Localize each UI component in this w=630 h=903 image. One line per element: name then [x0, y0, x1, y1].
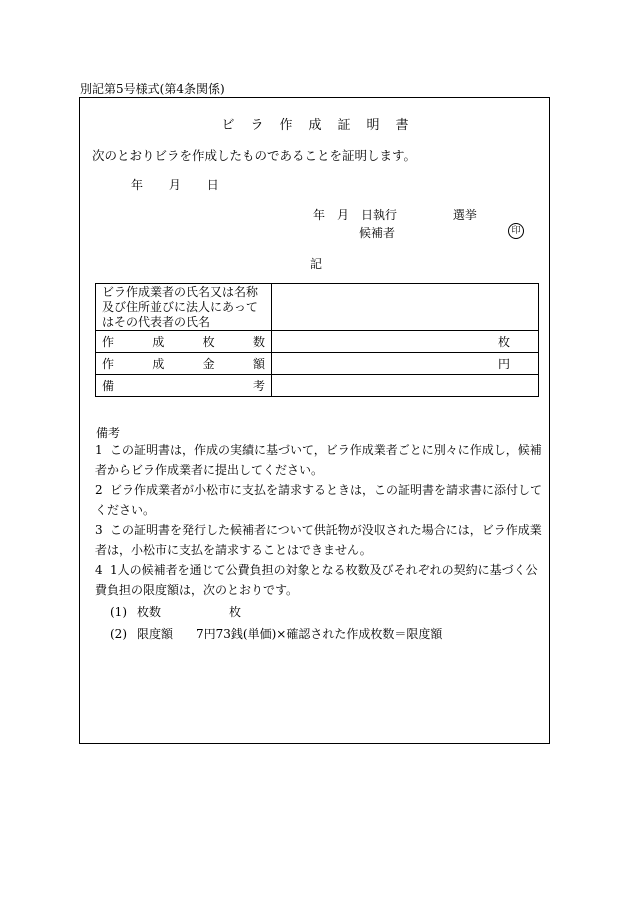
date-day: 日 [206, 178, 219, 192]
sub-item-value: 枚 [229, 605, 242, 619]
spread-label [102, 377, 265, 394]
sub-item-label: 限度額 [137, 627, 174, 641]
note-number: 4 [95, 563, 103, 577]
note-item [95, 520, 545, 560]
table-cell-label: ビラ作成業者の氏名又は名称及び住所並びに法人にあってはその代表者の氏名 [96, 284, 272, 331]
sub-item [110, 625, 442, 642]
label-char: 備 [102, 379, 115, 393]
spread-label [102, 333, 265, 350]
form-label: 別記第5号様式(第4条関係) [80, 82, 225, 96]
note-item [95, 560, 545, 600]
note-text: この証明書を発行した候補者について供託物が没収された場合には，ビラ作成業者は，小松市に支払を請求することはできません。 [95, 523, 542, 557]
sub-item [110, 603, 241, 620]
note-text: この証明書は，作成の実績に基づいて，ビラ作成業者ごとに別々に作成し，候補者からビラ作成業者に提出してください。 [95, 443, 542, 477]
table-cell-value [272, 284, 539, 331]
label-char: 額 [252, 357, 265, 371]
label-char: 成 [152, 335, 165, 349]
sub-item-label: 枚数 [137, 605, 162, 619]
label-char: 作 [102, 357, 115, 371]
election-name: 選挙 [452, 208, 477, 222]
table-row [96, 353, 539, 375]
label-char: 枚 [202, 335, 215, 349]
intro-text: 次のとおりビラを作成したものであることを証明します。 [92, 148, 417, 163]
table-row [96, 284, 539, 331]
form-frame [79, 97, 550, 744]
table-cell-value: 円 [272, 353, 539, 375]
candidate-label: 候補者 [359, 226, 396, 240]
election-line [313, 206, 477, 223]
note-number: 2 [95, 483, 103, 497]
table-cell-value: 枚 [272, 331, 539, 353]
sub-item-number: (2) [110, 627, 127, 641]
label-char: 数 [252, 335, 265, 349]
notes-heading: 備考 [96, 426, 121, 440]
date-month: 月 [168, 178, 181, 192]
note-text: ビラ作成業者が小松市に支払を請求するときは，この証明書を請求書に添付してください。 [95, 483, 543, 517]
election-date: 年 月 日執行 [313, 208, 398, 222]
table-cell-label [96, 353, 272, 375]
date-year: 年 [131, 178, 144, 192]
ki-heading: 記 [310, 257, 323, 271]
table-cell-label [96, 331, 272, 353]
spread-label [102, 355, 265, 372]
label-char: 成 [152, 357, 165, 371]
seal-mark: 印 [508, 223, 524, 239]
table-row [96, 331, 539, 353]
sub-item-number: (1) [110, 605, 127, 619]
note-item [95, 440, 545, 480]
note-number: 3 [95, 523, 103, 537]
note-number: 1 [95, 443, 103, 457]
label-char: 考 [252, 379, 265, 393]
table-cell-label [96, 375, 272, 397]
label-char: 作 [102, 335, 115, 349]
table-cell-value [272, 375, 539, 397]
note-item [95, 480, 545, 520]
sub-item-value: 7円73銭(単価)×確認された作成枚数＝限度額 [196, 627, 443, 641]
note-text: 1人の候補者を通じて公費負担の対象となる枚数及びそれぞれの契約に基づく公費負担の限度額は，次のとおりです。 [95, 563, 538, 597]
certificate-table [95, 283, 539, 397]
certification-date [131, 176, 219, 193]
page-title: ビラ作成証明書 [221, 118, 425, 133]
table-row [96, 375, 539, 397]
label-char: 金 [202, 357, 215, 371]
